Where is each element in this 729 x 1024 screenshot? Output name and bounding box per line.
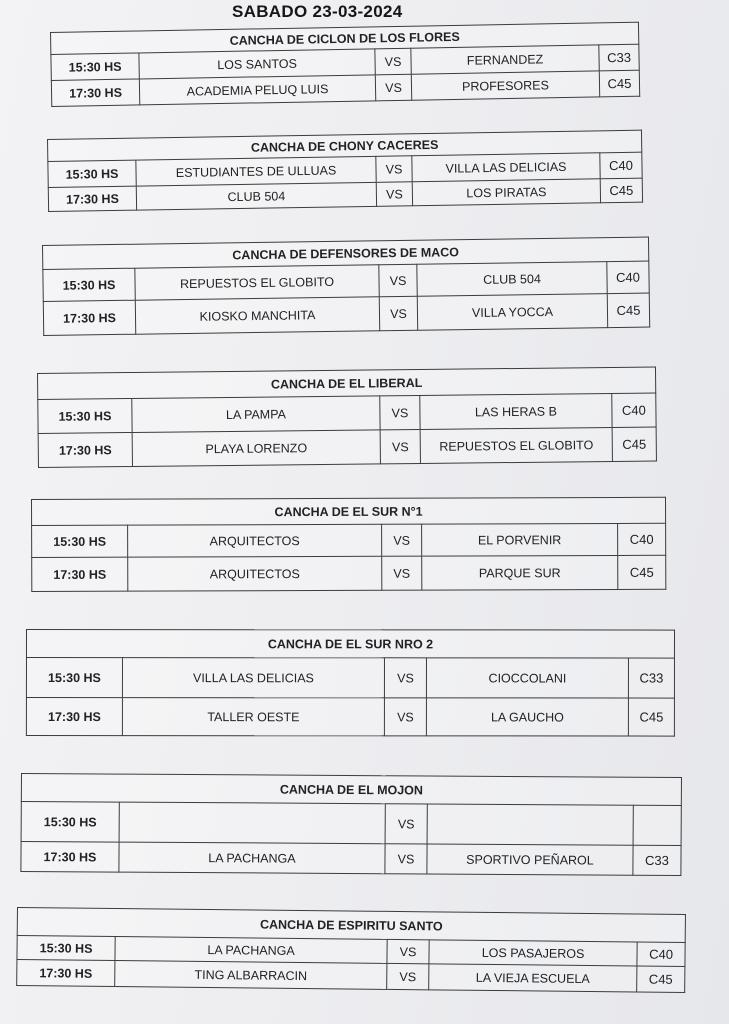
match-time: 15:30 HS [17,936,115,961]
match-time: 15:30 HS [51,53,139,81]
match-time: 17:30 HS [17,960,115,987]
venue-table [50,22,640,107]
match-time: 15:30 HS [26,658,122,698]
away-team: LA GAUCHO [426,698,628,736]
match-time: 15:30 HS [48,160,136,187]
category-code: C45 [637,966,685,993]
venue-table [20,773,682,876]
home-team: PLAYA LORENZO [132,430,380,467]
away-team: VILLA LAS DELICIAS [412,153,600,182]
vs-label: VS [385,844,427,874]
category-code: C40 [618,523,666,555]
home-team: ARQUITECTOS [128,524,382,557]
venue-table [31,497,666,592]
venue-name: CANCHA DE CICLON DE LOS FLORES [51,22,639,54]
venue-name: CANCHA DE CHONY CACERES [48,130,642,161]
vs-label: VS [379,296,417,331]
venue-name: CANCHA DE ESPIRITU SANTO [17,908,685,943]
vs-label: VS [387,939,429,963]
away-team: PROFESORES [411,71,599,100]
vs-label: VS [380,395,420,429]
category-code: C40 [607,261,649,294]
venue-name: CANCHA DE EL LIBERAL [38,367,656,399]
away-team [427,804,633,845]
category-code: C45 [612,427,656,461]
match-row [38,427,656,467]
match-time: 15:30 HS [43,268,135,301]
match-row [21,802,681,846]
vs-label: VS [382,556,422,590]
category-code: C40 [612,393,656,427]
home-team: TING ALBARRACIN [115,961,387,990]
vs-label: VS [384,658,426,698]
vs-label: VS [387,963,429,989]
home-team: ACADEMIA PELUQ LUIS [139,75,375,105]
match-row [43,293,649,335]
match-time: 17:30 HS [32,557,128,591]
match-time: 17:30 HS [48,186,136,211]
category-code: C40 [637,942,685,967]
venue-table [42,237,650,336]
away-team: LA VIEJA ESCUELA [429,964,637,992]
away-team: CLUB 504 [417,262,607,297]
match-time: 15:30 HS [32,525,128,557]
page-title: SABADO 23-03-2024 [232,2,403,21]
home-team: REPUESTOS EL GLOBITO [135,265,379,300]
home-team: ESTUDIANTES DE ULLUAS [136,156,376,186]
match-row [21,842,681,876]
category-code [633,805,681,845]
venue-table [16,907,686,993]
category-code: C45 [628,698,674,736]
home-team: LOS SANTOS [139,49,375,79]
match-row [32,555,666,591]
vs-label: VS [376,156,412,183]
vs-label: VS [380,429,420,463]
venue-name: CANCHA DE EL SUR N°1 [32,497,666,525]
away-team: LOS PASAJEROS [429,940,637,966]
category-code: C45 [600,178,642,203]
match-row [26,698,674,737]
match-time: 17:30 HS [43,300,135,335]
away-team: LOS PIRATAS [412,179,600,206]
category-code: C33 [599,44,639,71]
home-team: ARQUITECTOS [128,556,382,591]
match-row [26,658,674,699]
venue-name: CANCHA DE EL SUR NRO 2 [26,630,674,659]
category-code: C45 [618,555,666,589]
venue-table [37,367,657,468]
home-team: KIOSKO MANCHITA [135,297,379,334]
venue-name: CANCHA DE DEFENSORES DE MACO [43,237,649,269]
vs-label: VS [375,74,411,101]
home-team: LA PACHANGA [115,937,387,964]
match-time: 17:30 HS [21,842,119,873]
vs-label: VS [375,48,411,75]
venue-table [26,629,675,737]
home-team: LA PACHANGA [119,842,385,874]
vs-label: VS [382,524,422,556]
venue-table [47,130,643,212]
away-team: VILLA YOCCA [417,294,607,331]
match-time: 15:30 HS [21,802,119,843]
home-team [119,802,385,844]
vs-label: VS [384,698,426,736]
home-team: TALLER OESTE [122,698,384,736]
match-time: 17:30 HS [51,79,139,107]
away-team: PARQUE SUR [422,555,618,590]
vs-label: VS [379,264,417,297]
away-team: REPUESTOS EL GLOBITO [420,427,612,463]
category-code: C33 [633,845,681,875]
home-team: LA PAMPA [132,396,380,433]
home-team: VILLA LAS DELICIAS [122,658,384,698]
vs-label: VS [376,182,412,207]
category-code: C40 [600,152,642,179]
away-team: FERNANDEZ [411,45,599,74]
away-team: SPORTIVO PEÑAROL [427,844,633,875]
category-code: C45 [607,293,649,328]
away-team: EL PORVENIR [422,523,618,556]
home-team: CLUB 504 [136,182,376,210]
vs-label: VS [385,804,427,844]
away-team: LAS HERAS B [420,393,612,429]
category-code: C33 [628,658,674,698]
match-time: 15:30 HS [38,399,132,434]
away-team: CIOCCOLANI [426,658,628,698]
category-code: C45 [599,70,639,97]
venue-name: CANCHA DE EL MOJON [21,774,681,806]
match-time: 17:30 HS [38,433,132,468]
match-row [32,523,666,557]
match-time: 17:30 HS [26,698,122,736]
